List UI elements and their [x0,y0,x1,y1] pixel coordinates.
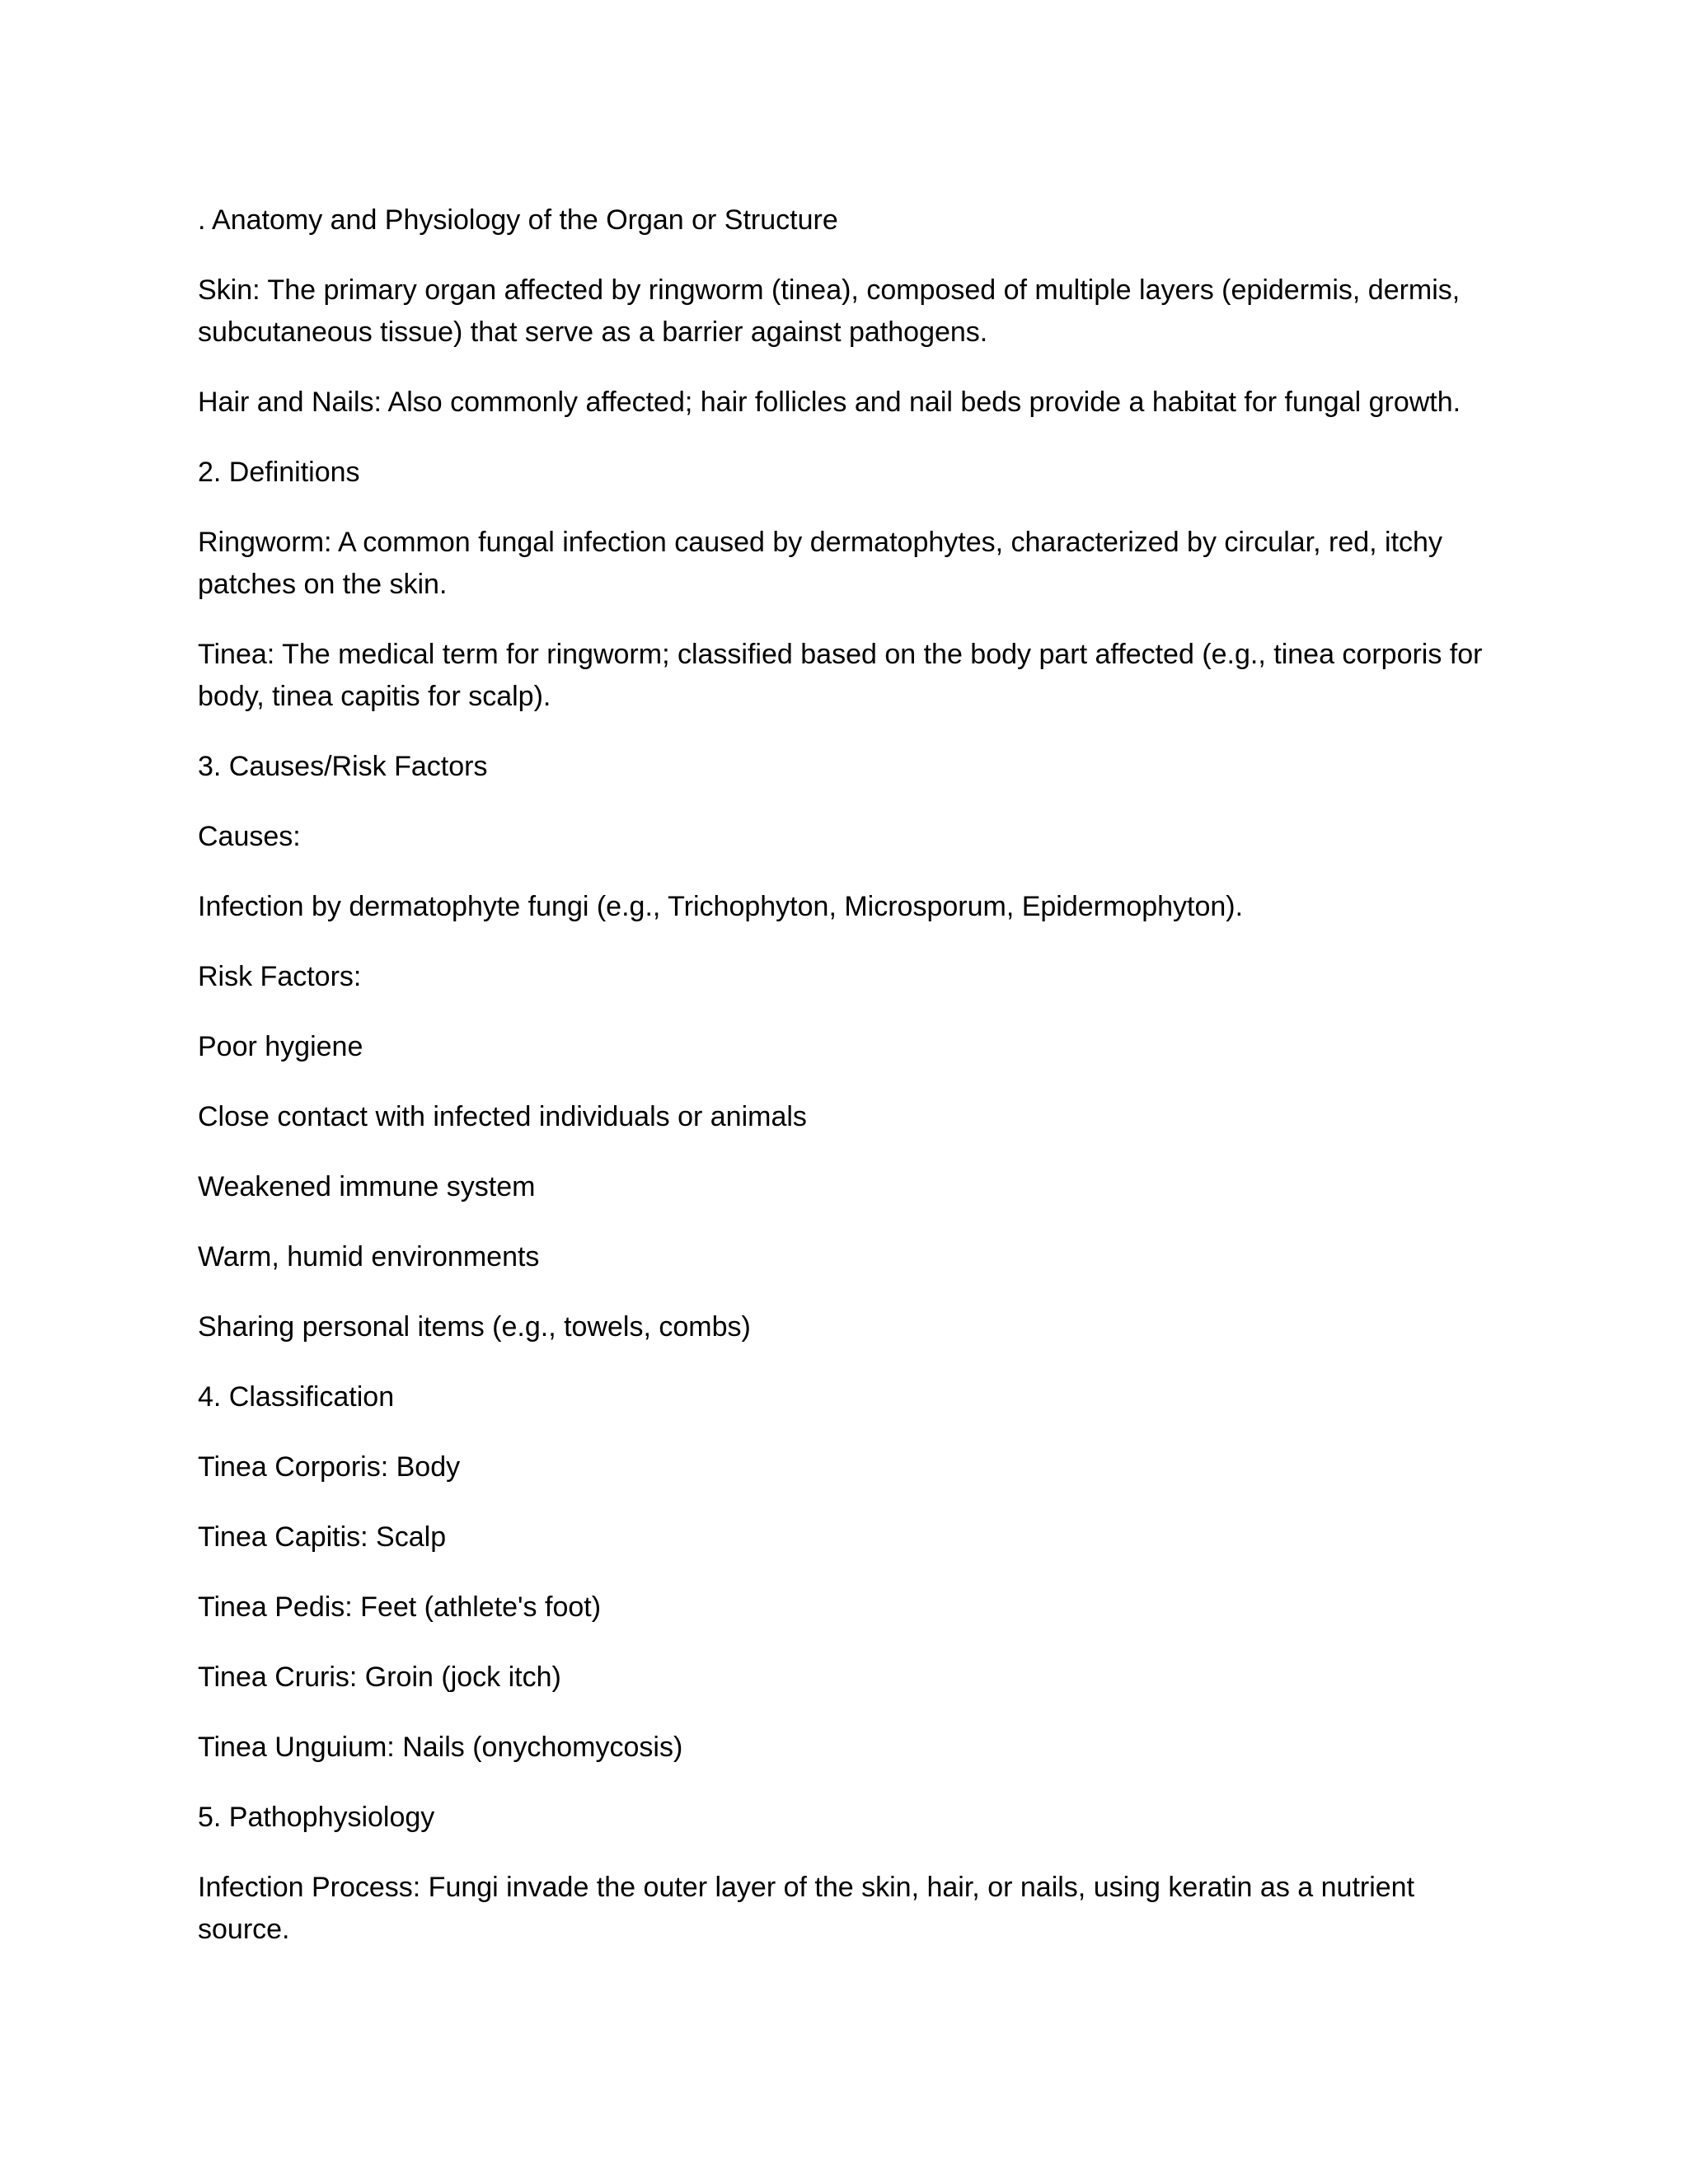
section-heading-causes: 3. Causes/Risk Factors [198,751,488,782]
paragraph-ringworm: Ringworm: A common fungal infection caused by dermatophytes, characterized by circular, red, itchy patches on the skin. [198,527,1442,600]
risk-factor-item: Warm, humid environments [198,1241,540,1272]
risk-factor-item: Poor hygiene [198,1031,363,1062]
section-heading-pathophysiology: 5. Pathophysiology [198,1802,435,1833]
classification-item: Tinea Cruris: Groin (jock itch) [198,1661,561,1693]
section-heading-classification: 4. Classification [198,1381,395,1413]
paragraph-hair-nails: Hair and Nails: Also commonly affected; hair follicles and nail beds provide a habitat for fungal growth. [198,387,1461,418]
classification-item: Tinea Capitis: Scalp [198,1521,447,1553]
section-heading-definitions: 2. Definitions [198,457,360,488]
document-body [198,199,1490,1979]
subheading-causes: Causes: [198,821,301,852]
classification-item: Tinea Corporis: Body [198,1451,461,1483]
subheading-risk-factors: Risk Factors: [198,961,362,992]
risk-factor-item: Weakened immune system [198,1171,536,1202]
classification-item: Tinea Unguium: Nails (onychomycosis) [198,1732,683,1763]
risk-factor-item: Close contact with infected individuals or animals [198,1101,807,1132]
section-heading-anatomy: . Anatomy and Physiology of the Organ or Structure [198,204,838,236]
paragraph-infection-cause: Infection by dermatophyte fungi (e.g., Trichophyton, Microsporum, Epidermophyton). [198,891,1244,922]
paragraph-tinea: Tinea: The medical term for ringworm; classified based on the body part affected (e.g., tinea corporis for body, tinea capitis for scalp). [198,639,1483,712]
paragraph-infection-process: Infection Process: Fungi invade the outer layer of the skin, hair, or nails, using keratin as a nutrient source. [198,1872,1415,1945]
paragraph-skin: Skin: The primary organ affected by ringworm (tinea), composed of multiple layers (epidermis, dermis, subcutaneous tissue) that serve as a barrier against pathogens. [198,274,1461,348]
classification-item: Tinea Pedis: Feet (athlete's foot) [198,1591,602,1623]
risk-factor-item: Sharing personal items (e.g., towels, combs) [198,1311,751,1343]
